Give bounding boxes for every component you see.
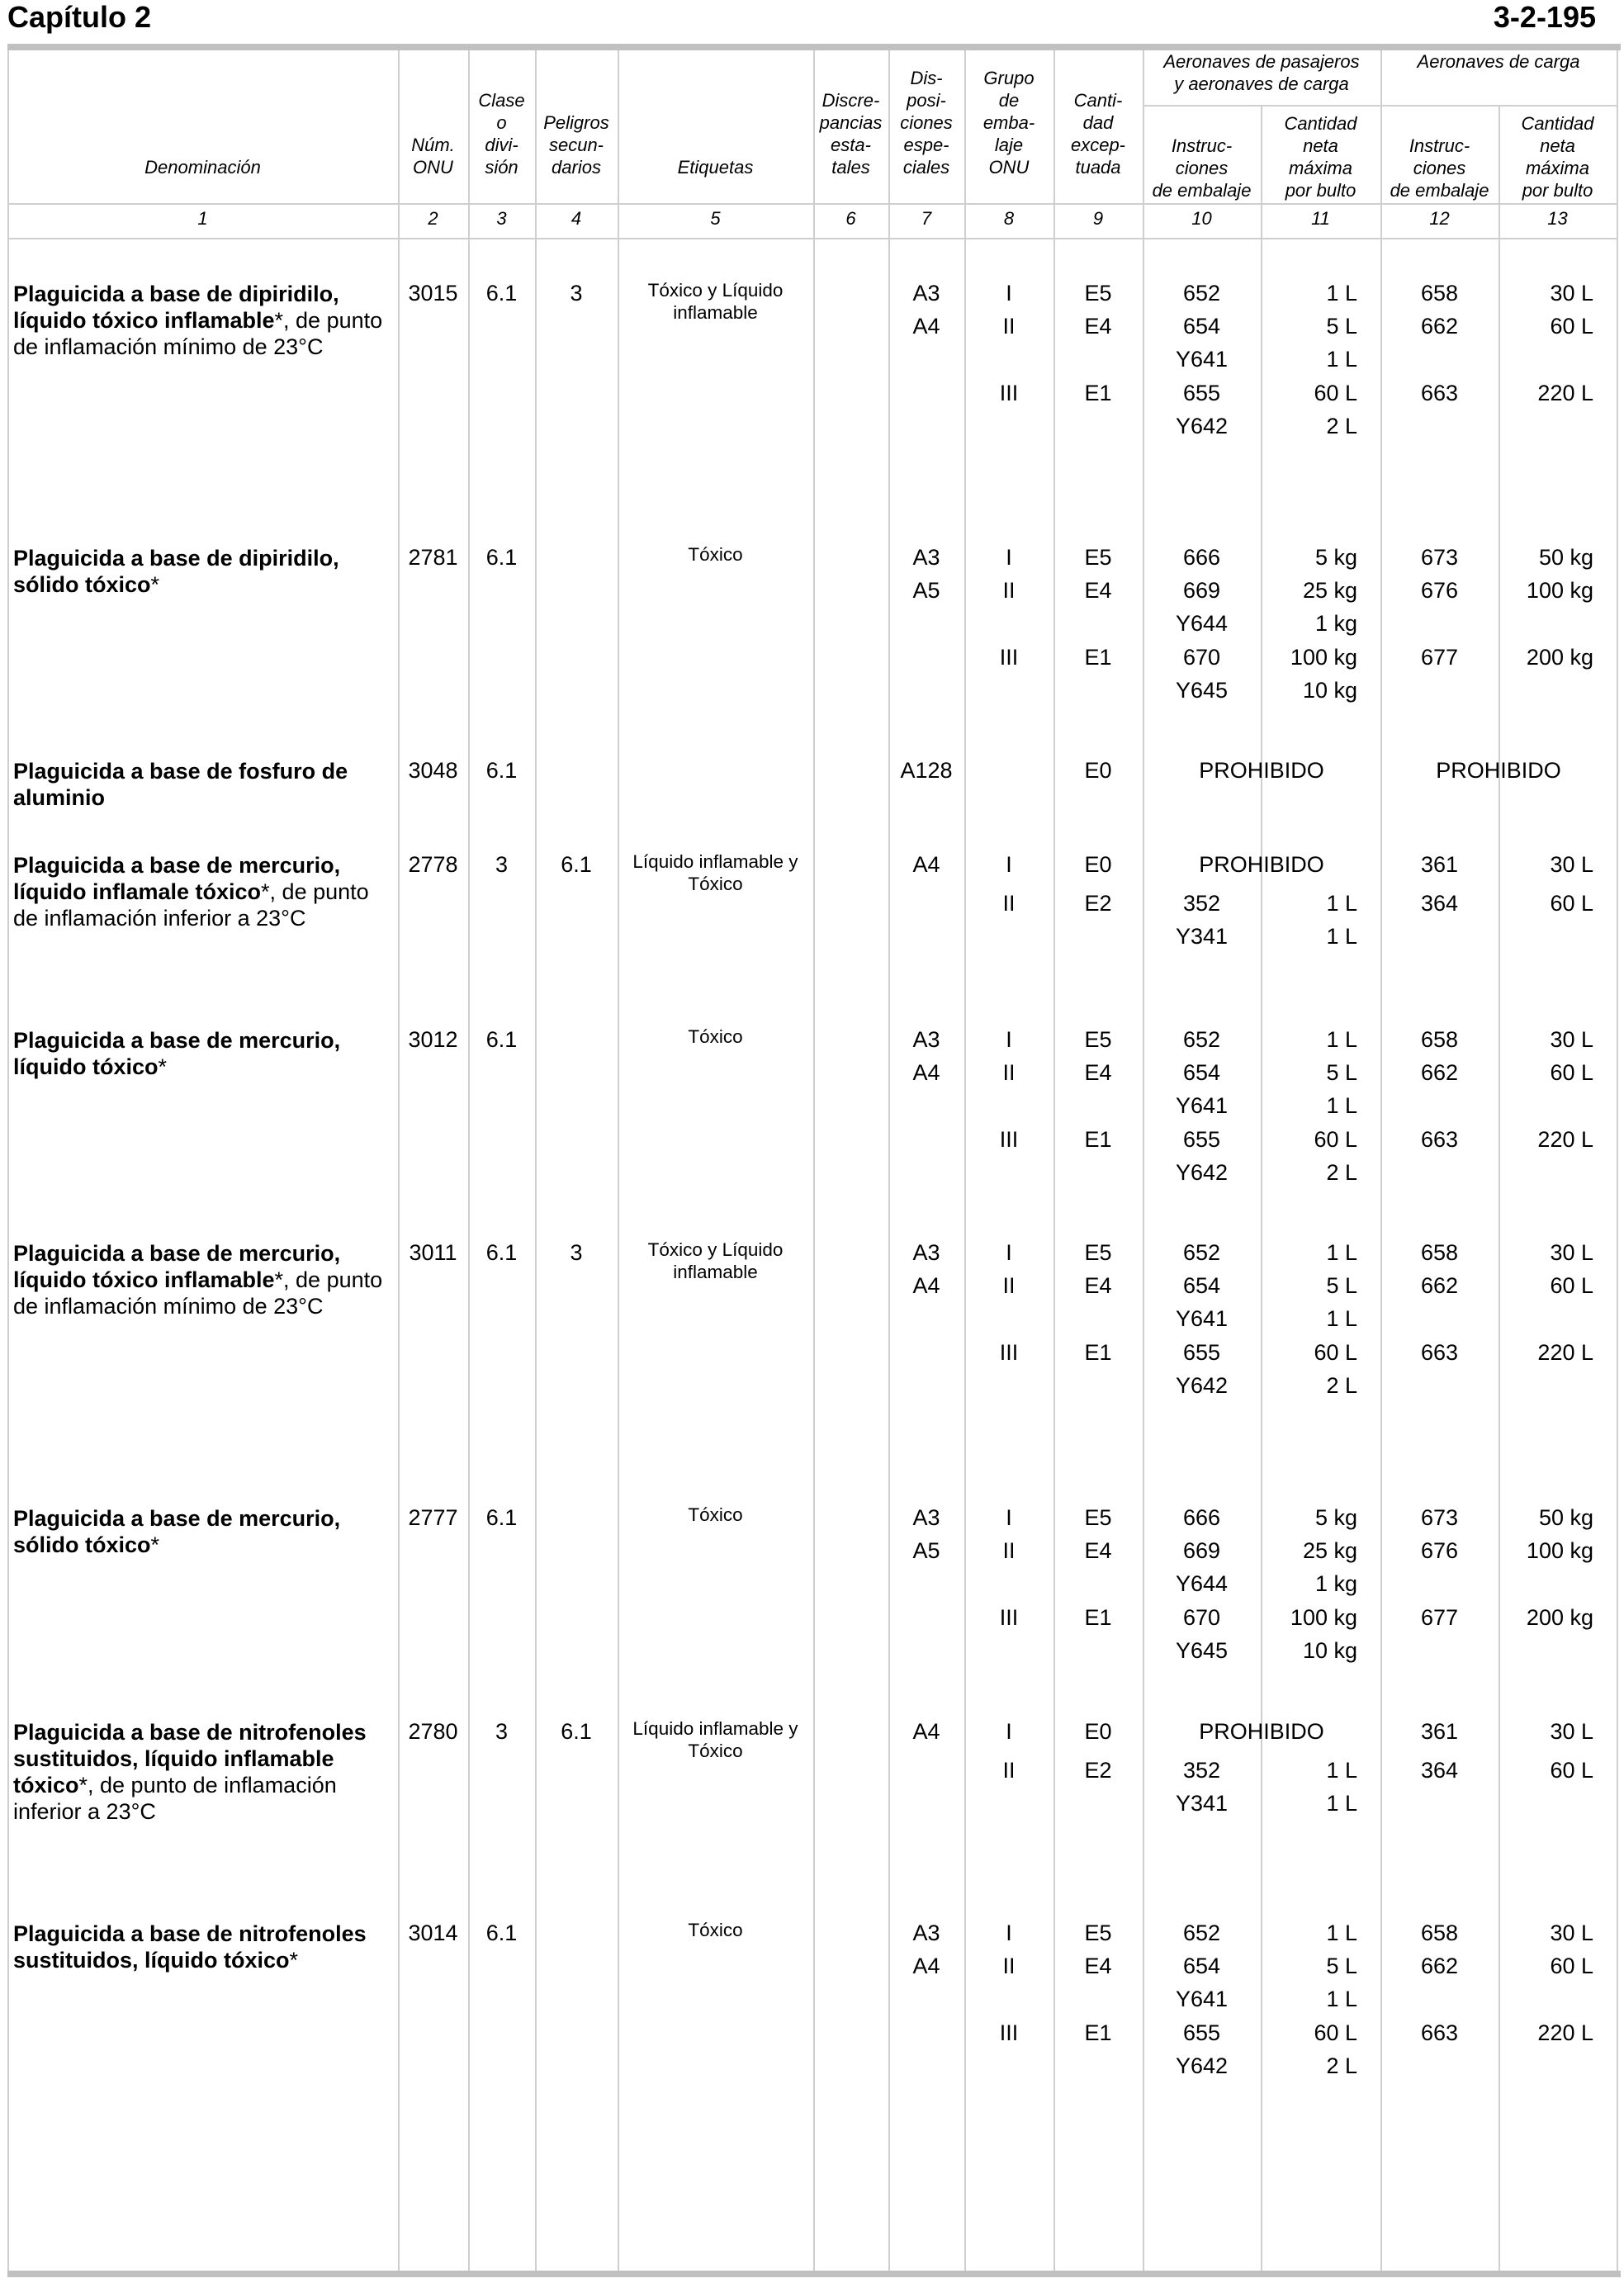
entry-name-rest: * <box>289 1948 299 1973</box>
cargo-max-quantity: 220 L <box>1537 380 1593 405</box>
passenger-max-quantity: 60 L <box>1314 380 1357 405</box>
cargo-max-quantity: 30 L <box>1550 281 1593 306</box>
group-header-divider <box>1143 105 1617 107</box>
un-number: 2777 <box>408 1505 458 1530</box>
packing-group: III <box>999 644 1019 670</box>
class-division: 6.1 <box>485 1027 518 1052</box>
entry-name-bold: Plaguicida a base de mercurio, sólido tóxico <box>13 1506 341 1557</box>
hazard-labels: Tóxico <box>688 1504 743 1525</box>
special-provision: A3 <box>912 1027 940 1052</box>
entry-name-bold: Plaguicida a base de mercurio, líquido tóxico inflamable <box>13 1241 341 1292</box>
cargo-packing-instruction: 662 <box>1420 1954 1459 1979</box>
entry-name-bold: Plaguicida a base de dipiridilo, líquido tóxico inflamable <box>13 282 339 333</box>
packing-group: III <box>999 2020 1019 2045</box>
passenger-max-quantity: 5 kg <box>1314 545 1357 570</box>
excepted-quantity: E1 <box>1084 1604 1112 1630</box>
passenger-packing-instruction: 654 <box>1182 1060 1221 1086</box>
packing-group: I <box>1006 545 1012 570</box>
excepted-quantity: E5 <box>1084 1240 1112 1265</box>
hazard-labels: Tóxico <box>688 1026 743 1047</box>
cargo-packing-instruction: 663 <box>1420 1126 1459 1152</box>
passenger-packing-instruction: 352 <box>1182 891 1221 916</box>
passenger-max-quantity: 2 L <box>1326 1159 1357 1185</box>
un-number: 2778 <box>408 852 458 877</box>
passenger-max-quantity: 2 L <box>1326 1372 1357 1398</box>
passenger-packing-instruction: Y641 <box>1175 1306 1229 1332</box>
prohibido-passenger: PROHIBIDO <box>1199 852 1324 877</box>
column-number: 10 <box>1191 208 1212 229</box>
passenger-max-quantity: 1 L <box>1326 1791 1357 1816</box>
entry-name-rest: *, de punto de inflamación mínimo de 23°C <box>13 1267 383 1319</box>
passenger-max-quantity: 60 L <box>1314 2020 1357 2045</box>
cargo-max-quantity: 100 kg <box>1526 578 1593 604</box>
entry-name-rest: *, de punto de inflamación mínimo de 23°C <box>13 308 383 359</box>
passenger-packing-instruction: Y641 <box>1175 1093 1229 1119</box>
passenger-max-quantity: 25 kg <box>1302 1538 1357 1564</box>
packing-group: I <box>1006 852 1012 877</box>
cargo-packing-instruction: 676 <box>1420 1538 1459 1564</box>
header-grupo: Grupo de emba- laje ONU <box>982 68 1035 178</box>
excepted-quantity: E1 <box>1084 1126 1112 1152</box>
passenger-max-quantity: 5 kg <box>1314 1505 1357 1530</box>
passenger-max-quantity: 1 L <box>1326 1027 1357 1052</box>
excepted-quantity: E4 <box>1084 1060 1112 1086</box>
header-disposiciones: Dis- posi- ciones espe- ciales <box>900 68 953 178</box>
passenger-packing-instruction: 652 <box>1182 1921 1221 1945</box>
packing-group: I <box>1006 281 1012 306</box>
passenger-max-quantity: 100 kg <box>1290 644 1357 670</box>
cargo-packing-instruction: 658 <box>1420 1027 1459 1052</box>
header-carga-group: Aeronaves de carga <box>1417 51 1580 72</box>
cargo-max-quantity: 220 L <box>1537 1126 1593 1152</box>
excepted-quantity: E5 <box>1084 1921 1112 1945</box>
passenger-packing-instruction: 655 <box>1182 1126 1221 1152</box>
header-divider <box>7 203 1618 205</box>
excepted-quantity: E5 <box>1084 281 1112 306</box>
entry-name-rest: * <box>158 1054 168 1079</box>
passenger-max-quantity: 1 kg <box>1314 1571 1357 1597</box>
entry-name-bold: Plaguicida a base de nitrofenoles sustituidos, líquido inflamable tóxico <box>13 1720 367 1798</box>
entry-name-rest: *, de punto de inflamación inferior a 23°C <box>13 879 369 931</box>
special-provision: A5 <box>912 578 940 604</box>
class-division: 6.1 <box>485 1240 518 1265</box>
excepted-quantity: E4 <box>1084 578 1112 604</box>
excepted-quantity: E4 <box>1084 1273 1112 1299</box>
col-divider <box>618 50 619 2271</box>
packing-group: II <box>1002 891 1016 916</box>
hazard-labels: Tóxico y Líquido inflamable <box>647 280 784 323</box>
cargo-max-quantity: 60 L <box>1550 1758 1593 1783</box>
passenger-packing-instruction: Y642 <box>1175 1159 1229 1185</box>
special-provision: A4 <box>912 852 940 877</box>
class-division: 6.1 <box>485 1921 518 1945</box>
col-divider <box>813 50 815 2271</box>
cargo-max-quantity: 60 L <box>1550 1954 1593 1979</box>
packing-group: III <box>999 380 1019 405</box>
packing-group: II <box>1002 1758 1016 1783</box>
entry-name-bold: Plaguicida a base de mercurio, líquido tóxico <box>13 1028 341 1079</box>
cargo-max-quantity: 200 kg <box>1526 644 1593 670</box>
cargo-packing-instruction: 662 <box>1420 314 1459 339</box>
packing-group: I <box>1006 1921 1012 1945</box>
bottom-rule <box>7 2271 1621 2277</box>
entry-name <box>13 545 393 598</box>
excepted-quantity: E5 <box>1084 545 1112 570</box>
un-number: 2780 <box>408 1719 458 1744</box>
passenger-packing-instruction: Y644 <box>1175 1571 1229 1597</box>
prohibido-cargo: PROHIBIDO <box>1436 758 1561 783</box>
entry-name <box>13 1719 393 1825</box>
packing-group: III <box>999 1126 1019 1152</box>
special-provision: A4 <box>912 1060 940 1086</box>
excepted-quantity: E0 <box>1084 852 1112 877</box>
passenger-packing-instruction: 670 <box>1182 1604 1221 1630</box>
cargo-max-quantity: 30 L <box>1550 1240 1593 1265</box>
passenger-packing-instruction: 652 <box>1182 1027 1221 1052</box>
hazard-labels: Líquido inflamable y Tóxico <box>632 851 798 894</box>
packing-group: II <box>1002 1538 1016 1564</box>
cargo-max-quantity: 60 L <box>1550 314 1593 339</box>
column-number: 11 <box>1311 208 1330 229</box>
header-denominacion: Denominación <box>144 157 261 178</box>
passenger-packing-instruction: 655 <box>1182 380 1221 405</box>
excepted-quantity: E2 <box>1084 891 1112 916</box>
cargo-max-quantity: 220 L <box>1537 1339 1593 1365</box>
entry-name <box>13 758 393 811</box>
cargo-packing-instruction: 673 <box>1420 545 1459 570</box>
column-number: 2 <box>428 208 438 229</box>
passenger-packing-instruction: 654 <box>1182 1954 1221 1979</box>
entry-name <box>13 1240 393 1319</box>
cargo-packing-instruction: 658 <box>1420 1240 1459 1265</box>
excepted-quantity: E4 <box>1084 1954 1112 1979</box>
class-division: 6.1 <box>485 758 518 783</box>
special-provision: A4 <box>912 1273 940 1299</box>
packing-group: II <box>1002 314 1016 339</box>
entry-name-bold: Plaguicida a base de fosfuro de aluminio <box>13 759 348 810</box>
passenger-packing-instruction: 652 <box>1182 281 1221 306</box>
passenger-packing-instruction: Y641 <box>1175 347 1229 372</box>
cargo-packing-instruction: 677 <box>1420 1604 1459 1630</box>
cargo-max-quantity: 50 kg <box>1538 1505 1593 1530</box>
entry-name-bold: Plaguicida a base de mercurio, líquido inflamale tóxico <box>13 853 341 904</box>
entry-name-bold: Plaguicida a base de dipiridilo, sólido tóxico <box>13 546 339 597</box>
class-division: 6.1 <box>485 281 518 306</box>
cargo-max-quantity: 60 L <box>1550 891 1593 916</box>
passenger-max-quantity: 2 L <box>1326 413 1357 438</box>
excepted-quantity: E2 <box>1084 1758 1112 1783</box>
colnum-divider <box>7 238 1618 239</box>
special-provision: A5 <box>912 1538 940 1564</box>
entry-name-bold: Plaguicida a base de nitrofenoles sustituidos, líquido tóxico <box>13 1921 367 1973</box>
header-instrucciones-carga: Instruc- ciones de embalaje <box>1390 135 1489 201</box>
excepted-quantity: E1 <box>1084 2020 1112 2045</box>
cargo-packing-instruction: 361 <box>1420 852 1459 877</box>
excepted-quantity: E4 <box>1084 1538 1112 1564</box>
passenger-max-quantity: 10 kg <box>1302 677 1357 703</box>
passenger-packing-instruction: Y642 <box>1175 413 1229 438</box>
special-provision: A3 <box>912 281 940 306</box>
special-provision: A3 <box>912 1240 940 1265</box>
packing-group: II <box>1002 578 1016 604</box>
passenger-max-quantity: 25 kg <box>1302 578 1357 604</box>
cargo-packing-instruction: 364 <box>1420 1758 1459 1783</box>
un-number: 3048 <box>408 758 458 783</box>
passenger-max-quantity: 1 L <box>1326 924 1357 950</box>
header-cantidad-neta-pasajeros: Cantidad neta máxima por bulto <box>1284 113 1357 201</box>
cargo-packing-instruction: 662 <box>1420 1273 1459 1299</box>
page-number: 3-2-195 <box>1493 0 1596 34</box>
cargo-max-quantity: 60 L <box>1550 1273 1593 1299</box>
cargo-max-quantity: 50 kg <box>1538 545 1593 570</box>
excepted-quantity: E0 <box>1084 1719 1112 1744</box>
un-number: 3015 <box>408 281 458 306</box>
cargo-packing-instruction: 361 <box>1420 1719 1459 1744</box>
passenger-max-quantity: 1 L <box>1326 1240 1357 1265</box>
subsidiary-hazard: 3 <box>570 1240 583 1265</box>
column-number: 7 <box>921 208 932 229</box>
passenger-max-quantity: 1 L <box>1326 347 1357 372</box>
column-number: 4 <box>571 208 582 229</box>
entry-name-rest: * <box>150 1532 160 1557</box>
hazard-labels: Tóxico <box>688 1920 743 1940</box>
column-number: 3 <box>496 208 507 229</box>
packing-group: I <box>1006 1240 1012 1265</box>
hazard-labels: Tóxico <box>688 544 743 565</box>
header-instrucciones-pasajeros: Instruc- ciones de embalaje <box>1152 135 1252 201</box>
header-discrepancias: Discre- pancias esta- tales <box>819 90 883 178</box>
hazard-labels: Líquido inflamable y Tóxico <box>632 1718 798 1761</box>
passenger-packing-instruction: 669 <box>1182 1538 1221 1564</box>
cargo-packing-instruction: 662 <box>1420 1060 1459 1086</box>
column-number: 8 <box>1003 208 1015 229</box>
column-number: 5 <box>710 208 721 229</box>
packing-group: I <box>1006 1027 1012 1052</box>
passenger-packing-instruction: 652 <box>1182 1240 1221 1265</box>
passenger-packing-instruction: 666 <box>1182 545 1221 570</box>
special-provision: A4 <box>912 1719 940 1744</box>
cargo-packing-instruction: 663 <box>1420 2020 1459 2045</box>
hazard-labels: Tóxico y Líquido inflamable <box>647 1239 784 1282</box>
class-division: 6.1 <box>485 545 518 570</box>
entry-name <box>13 1921 393 1973</box>
column-number: 6 <box>845 208 856 229</box>
class-division: 6.1 <box>485 1505 518 1530</box>
cargo-packing-instruction: 658 <box>1420 1921 1459 1945</box>
entry-name <box>13 1027 393 1080</box>
passenger-max-quantity: 1 L <box>1326 1093 1357 1119</box>
passenger-max-quantity: 5 L <box>1326 1060 1357 1086</box>
cargo-packing-instruction: 658 <box>1420 281 1459 306</box>
packing-group: II <box>1002 1060 1016 1086</box>
cargo-max-quantity: 30 L <box>1550 1027 1593 1052</box>
passenger-packing-instruction: Y642 <box>1175 2053 1229 2078</box>
header-cantidad-neta-carga: Cantidad neta máxima por bulto <box>1521 113 1594 201</box>
un-number: 3014 <box>408 1921 458 1945</box>
passenger-max-quantity: 1 L <box>1326 891 1357 916</box>
passenger-max-quantity: 60 L <box>1314 1126 1357 1152</box>
special-provision: A128 <box>900 758 953 783</box>
un-number: 2781 <box>408 545 458 570</box>
passenger-packing-instruction: Y642 <box>1175 1372 1229 1398</box>
packing-group: II <box>1002 1954 1016 1979</box>
cargo-max-quantity: 60 L <box>1550 1060 1593 1086</box>
cargo-max-quantity: 30 L <box>1550 852 1593 877</box>
prohibido-passenger: PROHIBIDO <box>1199 1719 1324 1744</box>
header-peligros: Peligros secun- darios <box>543 112 609 178</box>
cargo-max-quantity: 100 kg <box>1526 1538 1593 1564</box>
cargo-packing-instruction: 676 <box>1420 578 1459 604</box>
passenger-packing-instruction: 654 <box>1182 1273 1221 1299</box>
passenger-packing-instruction: 669 <box>1182 578 1221 604</box>
cargo-packing-instruction: 673 <box>1420 1505 1459 1530</box>
passenger-packing-instruction: 655 <box>1182 2020 1221 2045</box>
passenger-packing-instruction: 655 <box>1182 1339 1221 1365</box>
table-left-border <box>7 50 9 2271</box>
special-provision: A3 <box>912 1921 940 1945</box>
passenger-packing-instruction: Y341 <box>1175 1791 1229 1816</box>
cargo-packing-instruction: 677 <box>1420 644 1459 670</box>
packing-group: I <box>1006 1505 1012 1530</box>
cargo-max-quantity: 200 kg <box>1526 1604 1593 1630</box>
subsidiary-hazard: 6.1 <box>561 852 592 877</box>
header-pasajeros-group: Aeronaves de pasajeros y aeronaves de carga <box>1163 51 1360 94</box>
excepted-quantity: E1 <box>1084 380 1112 405</box>
packing-group: III <box>999 1339 1019 1365</box>
passenger-packing-instruction: Y645 <box>1175 677 1229 703</box>
table-right-border <box>1617 50 1618 2271</box>
column-number: 9 <box>1092 208 1104 229</box>
cargo-packing-instruction: 663 <box>1420 380 1459 405</box>
passenger-packing-instruction: 666 <box>1182 1505 1221 1530</box>
entry-name <box>13 852 393 931</box>
passenger-max-quantity: 2 L <box>1326 2053 1357 2078</box>
cargo-max-quantity: 220 L <box>1537 2020 1593 2045</box>
excepted-quantity: E5 <box>1084 1027 1112 1052</box>
cargo-max-quantity: 30 L <box>1550 1921 1593 1945</box>
cargo-packing-instruction: 663 <box>1420 1339 1459 1365</box>
excepted-quantity: E0 <box>1084 758 1112 783</box>
header-etiquetas: Etiquetas <box>677 157 754 178</box>
passenger-packing-instruction: 352 <box>1182 1758 1221 1783</box>
un-number: 3012 <box>408 1027 458 1052</box>
passenger-max-quantity: 10 kg <box>1302 1637 1357 1663</box>
packing-group: II <box>1002 1273 1016 1299</box>
chapter-title: Capítulo 2 <box>7 0 152 34</box>
top-rule <box>7 44 1621 50</box>
col-divider <box>535 50 537 2271</box>
subsidiary-hazard: 6.1 <box>561 1719 592 1744</box>
class-division: 3 <box>495 852 509 877</box>
class-division: 3 <box>495 1719 509 1744</box>
passenger-max-quantity: 1 L <box>1326 1921 1357 1945</box>
prohibido-passenger: PROHIBIDO <box>1199 758 1324 783</box>
header-cantidad-exceptuada: Canti- dad excep- tuada <box>1070 90 1126 178</box>
passenger-max-quantity: 60 L <box>1314 1339 1357 1365</box>
excepted-quantity: E4 <box>1084 314 1112 339</box>
cargo-packing-instruction: 364 <box>1420 891 1459 916</box>
column-number: 12 <box>1429 208 1450 229</box>
special-provision: A3 <box>912 545 940 570</box>
passenger-max-quantity: 1 L <box>1326 1987 1357 2012</box>
passenger-max-quantity: 5 L <box>1326 1273 1357 1299</box>
passenger-max-quantity: 5 L <box>1326 314 1357 339</box>
special-provision: A4 <box>912 1954 940 1979</box>
excepted-quantity: E5 <box>1084 1505 1112 1530</box>
subsidiary-hazard: 3 <box>570 281 583 306</box>
special-provision: A3 <box>912 1505 940 1530</box>
packing-group: III <box>999 1604 1019 1630</box>
passenger-max-quantity: 1 L <box>1326 1306 1357 1332</box>
entry-name-rest: *, de punto de inflamación inferior a 23°C <box>13 1773 337 1824</box>
header-num-onu: Núm. ONU <box>411 135 455 178</box>
cargo-max-quantity: 30 L <box>1550 1719 1593 1744</box>
special-provision: A4 <box>912 314 940 339</box>
passenger-max-quantity: 1 L <box>1326 1758 1357 1783</box>
un-number: 3011 <box>409 1240 457 1265</box>
excepted-quantity: E1 <box>1084 644 1112 670</box>
passenger-packing-instruction: 654 <box>1182 314 1221 339</box>
passenger-packing-instruction: Y645 <box>1175 1637 1229 1663</box>
passenger-packing-instruction: Y644 <box>1175 611 1229 637</box>
passenger-packing-instruction: 670 <box>1182 644 1221 670</box>
passenger-packing-instruction: Y641 <box>1175 1987 1229 2012</box>
column-number: 13 <box>1547 208 1568 229</box>
header-clase: Clase o divi- sión <box>478 90 525 178</box>
entry-name <box>13 281 393 360</box>
passenger-max-quantity: 1 L <box>1326 281 1357 306</box>
passenger-max-quantity: 100 kg <box>1290 1604 1357 1630</box>
passenger-max-quantity: 1 kg <box>1314 611 1357 637</box>
column-number: 1 <box>197 208 208 229</box>
entry-name <box>13 1505 393 1558</box>
excepted-quantity: E1 <box>1084 1339 1112 1365</box>
passenger-max-quantity: 5 L <box>1326 1954 1357 1979</box>
packing-group: I <box>1006 1719 1012 1744</box>
passenger-packing-instruction: Y341 <box>1175 924 1229 950</box>
entry-name-rest: * <box>150 572 160 597</box>
